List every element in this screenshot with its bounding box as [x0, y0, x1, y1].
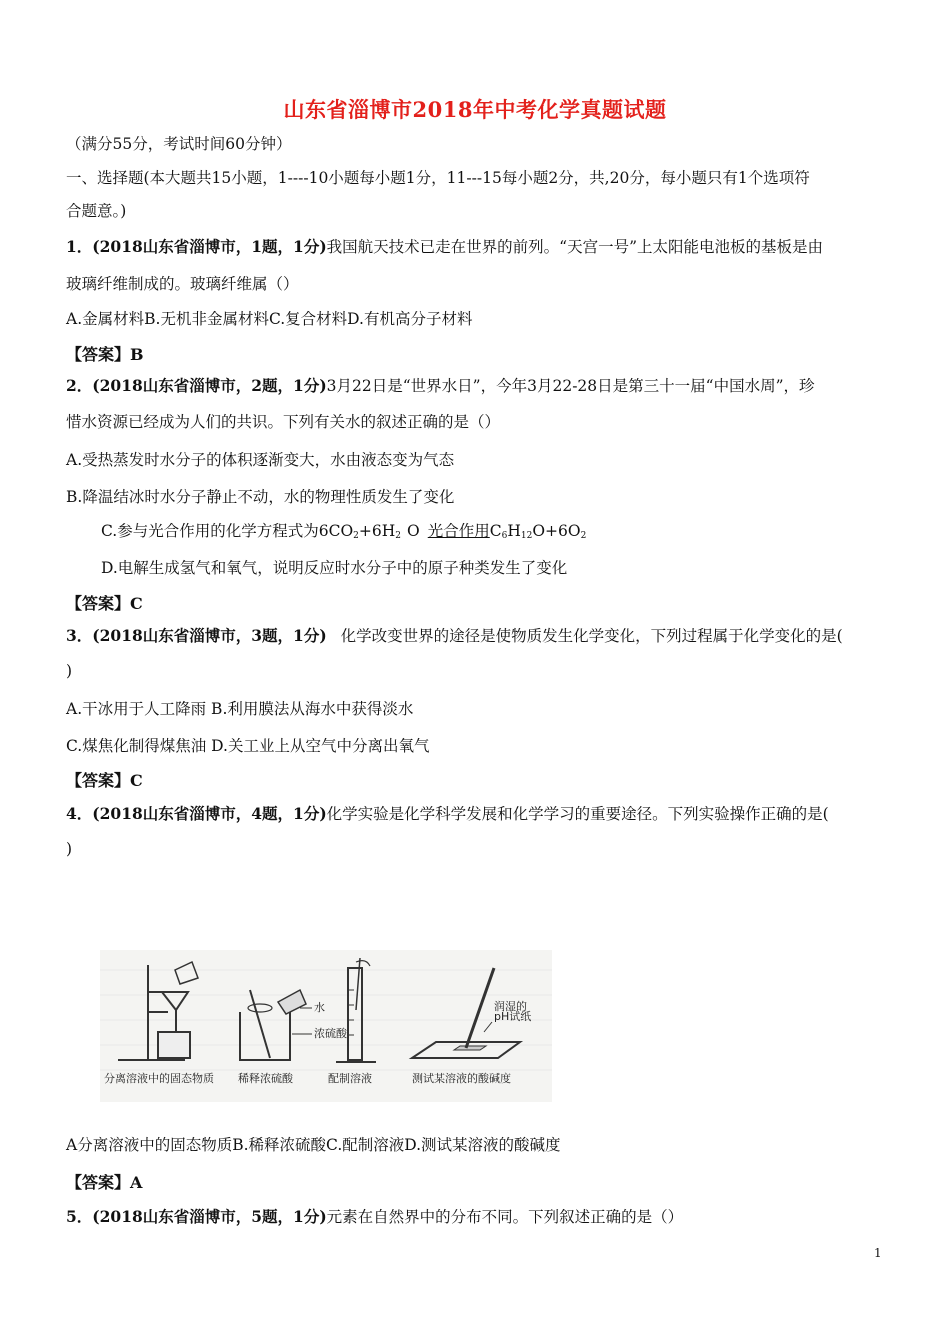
dilution-diagram: [240, 990, 312, 1060]
question-4-line2: ): [66, 840, 73, 858]
question-3-options-cd: C.煤焦化制得煤焦油 D.关工业上从空气中分离出氧气: [66, 737, 430, 755]
label-ph-paper: pH试纸: [494, 1010, 532, 1023]
section-instruction-line1: 一、选择题(本大题共15小题，1----10小题每小题1分，11---15每小题2分，共,20分，每小题只有1个选项符: [66, 169, 810, 187]
page-number: 1: [874, 1246, 882, 1260]
section-instruction-line2: 合题意。): [66, 202, 127, 220]
question-2-text: 3月22日是“世界水日”，今年3月22-28日是第三十一届“中国水周”，珍: [326, 377, 815, 395]
question-2-answer: 【答案】C: [66, 594, 143, 613]
filtration-diagram: [118, 962, 198, 1060]
caption-ph: 测试某溶液的酸碱度: [412, 1072, 511, 1085]
question-2-option-d: D.电解生成氢气和氧气，说明反应时水分子中的原子种类发生了变化: [101, 559, 568, 577]
reaction-condition: 光合作用: [427, 522, 490, 540]
caption-filtration: 分离溶液中的固态物质: [104, 1072, 214, 1085]
question-1-options: A.金属材料B.无机非金属材料C.复合材料D.有机高分子材料: [66, 310, 473, 328]
question-2-line2: 惜水资源已经成为人们的共识。下列有关水的叙述正确的是（）: [66, 413, 501, 431]
question-1-line1: [66, 236, 823, 258]
exam-intro: （满分55分，考试时间60分钟）: [66, 135, 292, 153]
question-4-head: 4．(2018山东省淄博市，4题，1分): [66, 804, 327, 823]
question-3-text: 化学改变世界的途径是使物质发生化学变化，下列过程属于化学变化的是(: [340, 627, 843, 645]
answer-label: 【答案】: [66, 345, 131, 364]
question-5-text: 元素在自然界中的分布不同。下列叙述正确的是（）: [326, 1208, 684, 1226]
question-5-line1: [66, 1206, 683, 1228]
question-1-answer: [66, 342, 144, 365]
question-3-head: 3．(2018山东省淄博市，3题，1分): [66, 626, 327, 645]
page-title: 山东省淄博市2018年中考化学真题试题: [283, 97, 667, 122]
question-4-text: 化学实验是化学科学发展和化学学习的重要途径。下列实验操作正确的是(: [326, 805, 829, 823]
question-4-options: A分离溶液中的固态物质B.稀释浓硫酸C.配制溶液D.测试某溶液的酸碱度: [66, 1136, 561, 1154]
label-conc-acid: 浓硫酸: [314, 1027, 347, 1040]
question-3-line2: ): [66, 662, 73, 680]
label-water: 水: [314, 1001, 325, 1014]
question-2-option-c: C.参与光合作用的化学方程式为$6CO_2+6H_2$ O 光合作用$C_6H_{12}O+6O_2$: [101, 522, 587, 541]
question-3-answer: 【答案】C: [66, 771, 143, 790]
cylinder-diagram: [336, 958, 376, 1062]
question-2-option-b: B.降温结冰时水分子静止不动，水的物理性质发生了变化: [66, 488, 455, 506]
question-2-head: 2．(2018山东省淄博市，2题，1分): [66, 376, 327, 395]
question-1-text: 我国航天技术已走在世界的前列。“天宫一号”上太阳能电池板的基板是由: [326, 238, 824, 256]
caption-dilution: 稀释浓硫酸: [238, 1072, 293, 1085]
experiment-figure: [100, 950, 552, 1102]
caption-solution: 配制溶液: [328, 1072, 372, 1085]
question-2-line1: [66, 375, 815, 397]
question-1-head: 1．(2018山东省淄博市，1题，1分): [66, 237, 327, 256]
answer-value: B: [130, 345, 144, 364]
question-3-line1: [66, 625, 843, 647]
question-4-line1: [66, 803, 829, 825]
question-5-head: 5．(2018山东省淄博市，5题，1分): [66, 1207, 327, 1226]
question-2-option-a: A.受热蒸发时水分子的体积逐渐变大，水由液态变为气态: [66, 451, 455, 469]
label-wet: 润湿的: [494, 1000, 527, 1013]
question-1-line2: 玻璃纤维制成的。玻璃纤维属（）: [66, 275, 299, 293]
question-4-answer: 【答案】A: [66, 1173, 143, 1192]
experiment-diagrams: [100, 950, 552, 1102]
question-3-options-ab: A.干冰用于人工降雨 B.利用膜法从海水中获得淡水: [66, 700, 414, 718]
